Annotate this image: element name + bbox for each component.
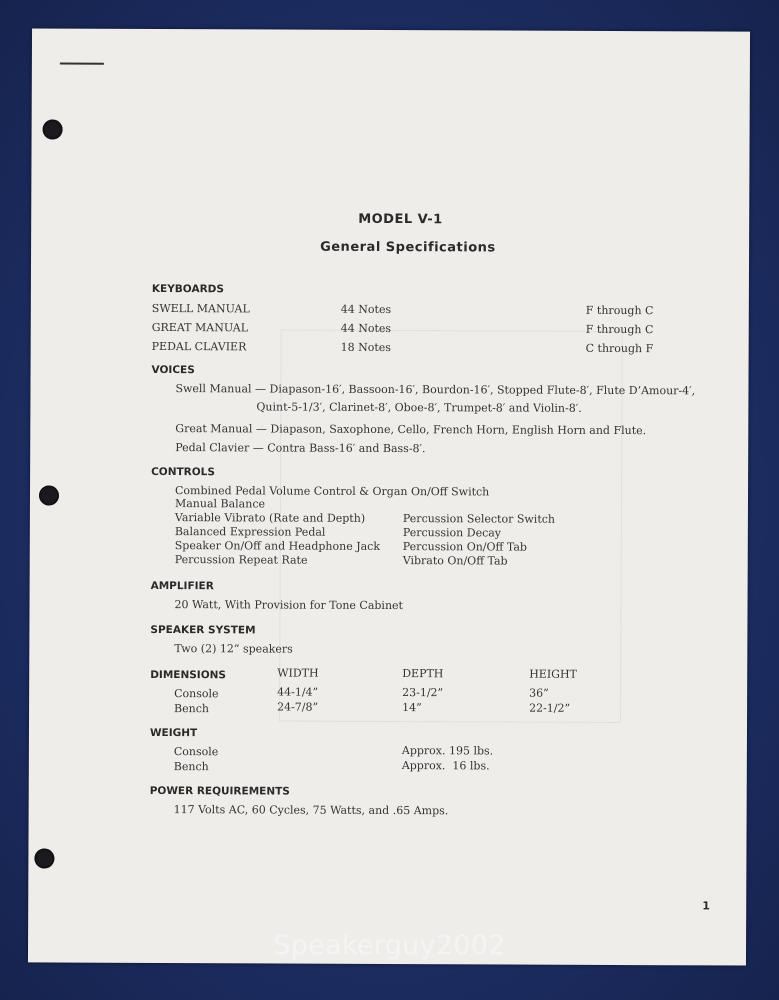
weight-value: Approx. 195 lbs.	[401, 744, 494, 758]
keyboard-range: F through C	[585, 322, 654, 337]
speaker-system-text: Two (2) 12” speakers	[174, 642, 293, 656]
binder-hole-middle	[39, 485, 59, 505]
amplifier-text: 20 Watt, With Provision for Tone Cabinet	[174, 598, 404, 613]
voices-heading: VOICES	[151, 363, 195, 377]
dimensions-column-header: DEPTH	[402, 667, 444, 681]
page-number: 1	[702, 899, 710, 913]
binder-hole-bottom	[34, 848, 54, 868]
dimensions-depth: 23-1/2”	[402, 686, 444, 700]
weight-heading: WEIGHT	[149, 726, 198, 740]
page-subtitle: General Specifications	[320, 239, 496, 256]
dimensions-column-header: WIDTH	[277, 666, 319, 680]
watermark: Speakerguy2002	[273, 930, 506, 961]
model-title: MODEL V-1	[358, 211, 443, 228]
binder-hole-top	[43, 119, 63, 139]
dimensions-row-label: Console	[174, 687, 219, 701]
keyboard-name: GREAT MANUAL	[151, 320, 249, 335]
keyboard-name: PEDAL CLAVIER	[151, 339, 247, 354]
weight-row-label: Bench	[173, 760, 209, 774]
keyboard-range: C through F	[585, 341, 654, 356]
weight-row-label: Console	[173, 745, 219, 759]
dimensions-height: 36”	[529, 686, 549, 700]
control-item: Percussion Decay	[402, 526, 502, 540]
control-item: Manual Balance	[174, 497, 266, 511]
voices-line: Swell Manual — Diapason-16′, Bassoon-16′, Bourdon-16′, Stopped Flute-8′, Flute D’Amour-4′,	[175, 382, 696, 398]
keyboard-notes: 44 Notes	[340, 302, 392, 317]
control-item: Percussion On/Off Tab	[402, 540, 527, 554]
dimensions-heading: DIMENSIONS	[150, 668, 227, 682]
spec-sheet-page	[28, 28, 750, 965]
control-item: Percussion Selector Switch	[402, 512, 556, 526]
keyboard-notes: 18 Notes	[340, 340, 392, 355]
voices-line: Quint-5-1/3′, Clarinet-8′, Oboe-8′, Trumpet-8′ and Violin-8′.	[256, 400, 582, 415]
control-item: Speaker On/Off and Headphone Jack	[174, 539, 381, 553]
control-item: Percussion Repeat Rate	[174, 553, 308, 567]
dimensions-row-label: Bench	[174, 702, 210, 716]
amplifier-heading: AMPLIFIER	[150, 579, 214, 593]
control-item: Combined Pedal Volume Control & Organ On/Off Switch	[174, 484, 490, 499]
keyboard-name: SWELL MANUAL	[151, 301, 250, 316]
voices-line: Great Manual — Diapason, Saxophone, Cello, French Horn, English Horn and Flute.	[175, 422, 647, 438]
power-heading: POWER REQUIREMENTS	[149, 784, 290, 798]
top-rule-mark	[60, 63, 104, 65]
dimensions-depth: 14”	[402, 701, 422, 715]
voices-line: Pedal Clavier — Contra Bass-16′ and Bass-8′.	[175, 441, 426, 456]
keyboard-notes: 44 Notes	[340, 321, 392, 336]
weight-value: Approx. 16 lbs.	[401, 759, 490, 773]
keyboard-range: F through C	[585, 303, 654, 318]
dimensions-width: 44-1/4”	[277, 685, 319, 699]
keyboards-heading: KEYBOARDS	[151, 282, 224, 296]
control-item: Variable Vibrato (Rate and Depth)	[174, 511, 366, 525]
control-item: Balanced Expression Pedal	[174, 525, 326, 539]
dimensions-column-header: HEIGHT	[529, 667, 577, 681]
dimensions-height: 22-1/2”	[529, 701, 571, 715]
controls-heading: CONTROLS	[151, 465, 215, 479]
control-item: Vibrato On/Off Tab	[402, 554, 508, 568]
dimensions-width: 24-7/8”	[277, 700, 319, 714]
power-text: 117 Volts AC, 60 Cycles, 75 Watts, and .65 Amps.	[173, 803, 449, 818]
speaker-system-heading: SPEAKER SYSTEM	[150, 623, 256, 637]
